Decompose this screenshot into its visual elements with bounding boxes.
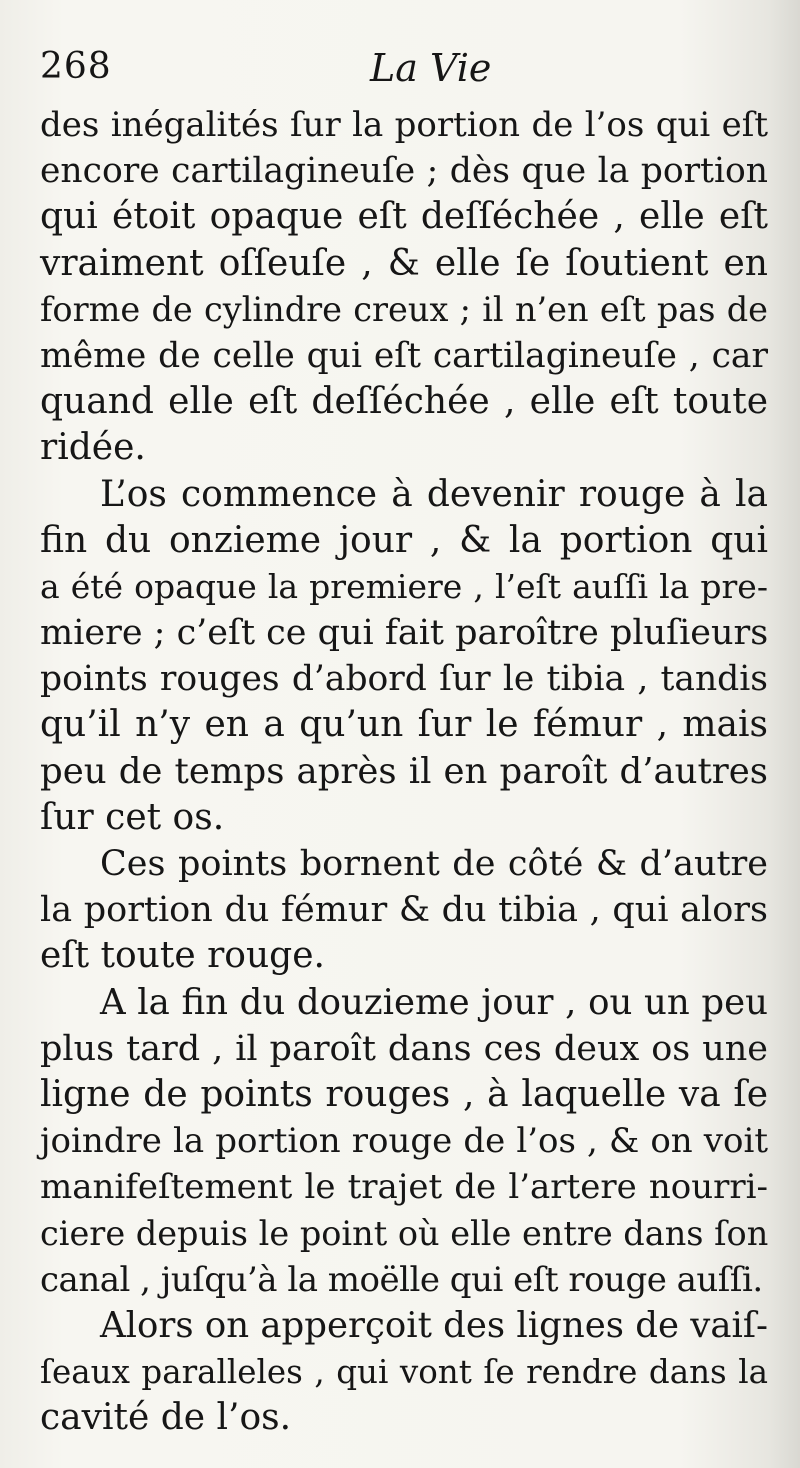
text-line: des inégalités ſur la portion de l’os qui eſt bbox=[40, 105, 768, 145]
text-line: cavité de l’os. bbox=[40, 1397, 292, 1439]
text-line: ligne de points rouges , à laquelle va ſe bbox=[40, 1073, 768, 1115]
text-line: encore cartilagineuſe ; dès que la portion bbox=[40, 151, 768, 192]
text-line: ſur cet os. bbox=[40, 796, 225, 838]
paragraph-first-line: L’os commence à devenir rouge à la bbox=[100, 473, 768, 515]
text-line: eſt toute rouge. bbox=[40, 935, 325, 977]
text-line: ſeaux paralleles , qui vont ſe rendre dans la bbox=[40, 1353, 768, 1392]
text-line: peu de temps après il en paroît d’autres bbox=[40, 750, 768, 792]
text-line: points rouges d’abord ſur le tibia , tandis bbox=[40, 659, 768, 700]
text-line: canal , juſqu’à la moëlle qui eſt rouge auſſi. bbox=[40, 1259, 763, 1300]
paragraph-first-line: A la fin du douzieme jour , ou un peu bbox=[100, 981, 768, 1023]
body-text bbox=[40, 102, 768, 1441]
text-line: joindre la portion rouge de l’os , & on voit bbox=[40, 1121, 768, 1162]
paragraph-first-line: Alors on apperçoit des lignes de vaiſ- bbox=[100, 1304, 768, 1346]
text-line: miere ; c’eſt ce qui fait paroître pluſieurs bbox=[40, 613, 769, 654]
text-line: qui étoit opaque eſt deſſéchée , elle eſt bbox=[40, 196, 768, 238]
paragraph-first-line: Ces points bornent de côté & d’autre bbox=[100, 844, 768, 884]
text-line: même de celle qui eſt cartilagineuſe , car bbox=[40, 335, 768, 376]
text-line: plus tard , il paroît dans ces deux os une bbox=[40, 1028, 768, 1069]
text-line: forme de cylindre creux ; il n’en eſt pas de bbox=[40, 289, 768, 329]
text-line: la portion du fémur & du tibia , qui alors bbox=[40, 890, 768, 931]
text-line: fin du onzieme jour , & la portion qui bbox=[40, 519, 768, 561]
text-line: ciere depuis le point où elle entre dans ſon bbox=[40, 1213, 769, 1253]
text-line: ridée. bbox=[40, 427, 146, 469]
running-title: La Vie bbox=[370, 46, 492, 90]
text-line: quand elle eſt deſſéchée , elle eſt toute bbox=[40, 381, 768, 423]
text-line: qu’il n’y en a qu’un ſur le fémur , mais bbox=[40, 704, 768, 746]
text-line: vraiment oſſeuſe , & elle ſe ſoutient en bbox=[40, 242, 768, 284]
text-line: manifeſtement le trajet de l’artere nourri- bbox=[40, 1167, 768, 1208]
text-line: a été opaque la premiere , l’eſt auſſi la pre- bbox=[40, 566, 768, 606]
page-number: 268 bbox=[40, 46, 112, 87]
page-header bbox=[40, 42, 770, 98]
